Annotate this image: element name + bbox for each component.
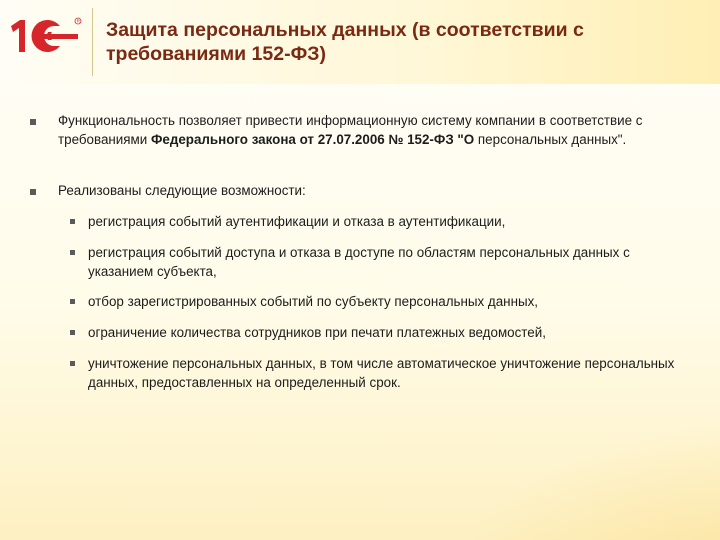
- bullet-square-icon: [30, 119, 36, 125]
- paragraph-text: Функциональность позволяет привести информационную систему компании в соответствие с требованиями: [58, 113, 643, 147]
- sub-bullet-icon: [70, 361, 75, 366]
- paragraph-capabilities: Реализованы следующие возможности:: [58, 183, 306, 198]
- list-item: уничтожение персональных данных, в том числе автоматическое уничтожение персональных данных, предоставленных на определенный срок.: [88, 356, 675, 390]
- paragraph-text-end: персональных данных".: [474, 132, 627, 147]
- paragraph-functionality: [58, 111, 698, 149]
- bullet-square-icon: [30, 189, 36, 195]
- sub-bullet-icon: [70, 299, 75, 304]
- list-item: ограничение количества сотрудников при печати платежных ведомостей,: [88, 325, 546, 340]
- list-item: регистрация событий аутентификации и отказа в аутентификации,: [88, 214, 506, 229]
- page-title: Защита персональных данных (в соответствии с требованиями 152-ФЗ): [106, 19, 584, 65]
- sub-bullet-icon: [70, 250, 75, 255]
- law-reference: Федерального закона от 27.07.2006 № 152-ФЗ "О: [150, 132, 475, 147]
- sub-bullet-icon: [70, 330, 75, 335]
- list-item: отбор зарегистрированных событий по субъекту персональных данных,: [88, 294, 539, 309]
- svg-text:R: R: [76, 18, 80, 24]
- list-item: регистрация событий доступа и отказа в доступе по областям персональных данных с указанием субъекта,: [88, 245, 630, 279]
- sub-bullet-icon: [70, 219, 75, 224]
